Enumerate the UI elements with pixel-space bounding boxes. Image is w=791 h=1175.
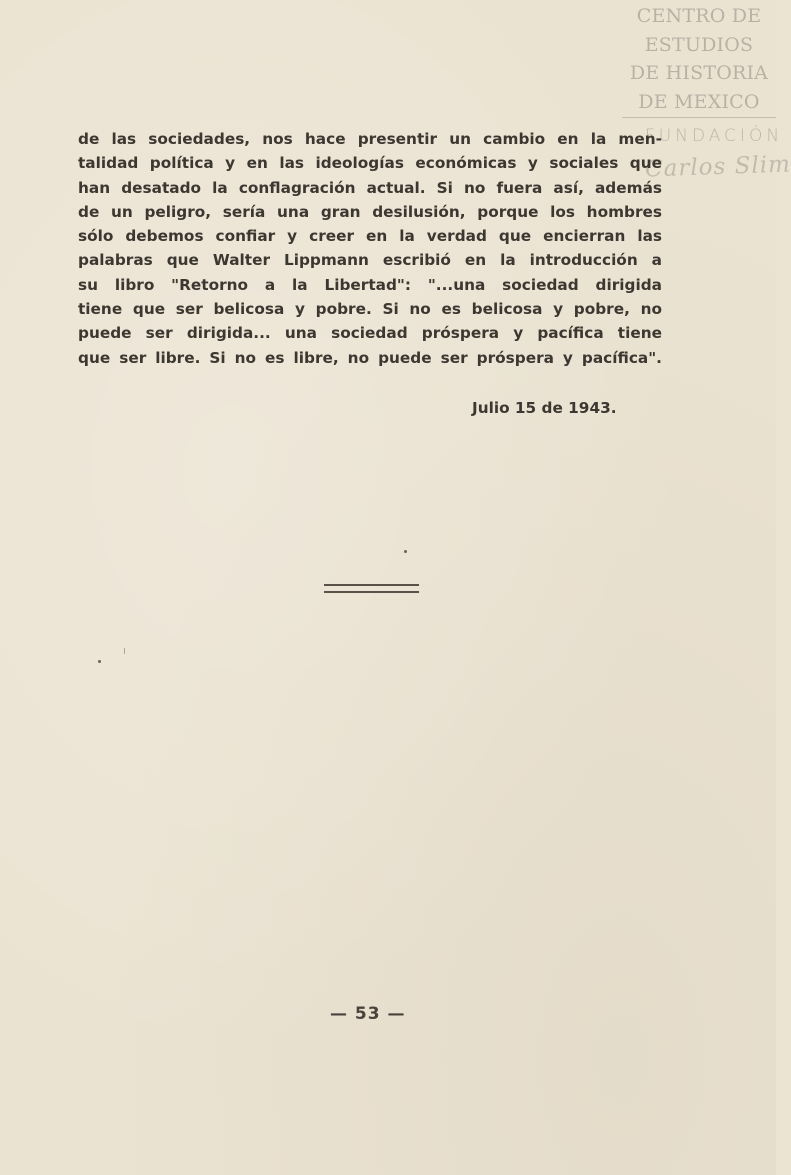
paper-speck bbox=[404, 550, 407, 553]
text-line: han desatado la conflagración actual. Si no fuera así, además bbox=[78, 178, 662, 197]
body-paragraph bbox=[78, 127, 662, 370]
ornament-rule-top bbox=[324, 584, 419, 586]
watermark-line-2: ESTUDIOS bbox=[644, 33, 754, 56]
paper-speck bbox=[98, 660, 101, 663]
page-number: — 53 — bbox=[330, 1004, 406, 1024]
watermark-rule bbox=[622, 117, 776, 118]
fundacion-watermark: FUNDACIÓN bbox=[645, 126, 784, 146]
watermark-line-4: DE MEXICO bbox=[638, 90, 760, 113]
signature-watermark: Carlos Slim bbox=[644, 151, 791, 183]
text-line: su libro "Retorno a la Libertad": "...una sociedad dirigida bbox=[78, 275, 662, 294]
paper-speck bbox=[124, 648, 125, 654]
text-line: palabras que Walter Lippmann escribió en la introducción a bbox=[78, 251, 662, 270]
ornament-rule-bottom bbox=[324, 591, 419, 593]
archive-watermark bbox=[622, 2, 776, 118]
watermark-line-1: CENTRO DE bbox=[636, 5, 762, 27]
text-line: que ser libre. Si no es libre, no puede ser próspera y pacífica". bbox=[78, 348, 662, 367]
text-line: sólo debemos confiar y creer en la verdad que encierran las bbox=[78, 227, 662, 246]
ornament-double-rule bbox=[324, 584, 419, 594]
date-line: Julio 15 de 1943. bbox=[472, 399, 617, 417]
text-line: de un peligro, sería una gran desilusión, porque los hombres bbox=[78, 202, 662, 221]
text-line: tiene que ser belicosa y pobre. Si no es belicosa y pobre, no bbox=[78, 300, 662, 319]
text-line: puede ser dirigida... una sociedad próspera y pacífica tiene bbox=[78, 324, 662, 343]
text-line: talidad política y en las ideologías económicas y sociales que bbox=[78, 154, 662, 173]
watermark-line-3: DE HISTORIA bbox=[629, 62, 769, 84]
text-line: de las sociedades, nos hace presentir un cambio en la men- bbox=[78, 130, 662, 148]
